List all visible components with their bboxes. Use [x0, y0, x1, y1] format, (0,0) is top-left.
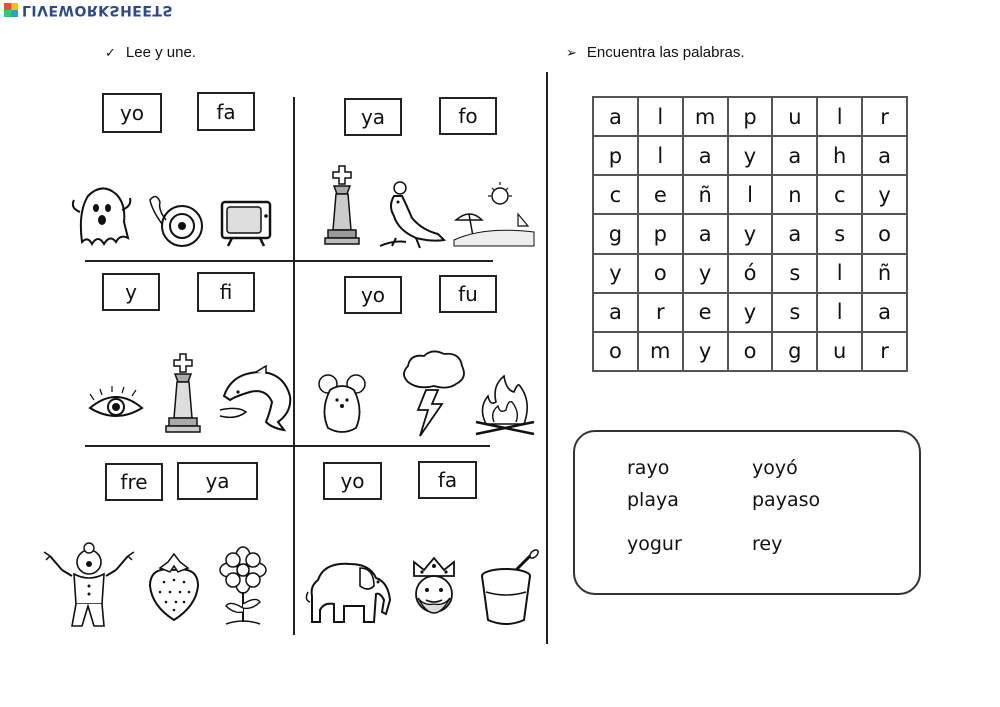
letter-cell[interactable]: l: [728, 175, 773, 214]
word-item: payaso: [752, 489, 821, 511]
panel-divider-horizontal-2: [85, 445, 490, 447]
word-list-box: [573, 430, 921, 595]
letter-cell[interactable]: ñ: [683, 175, 728, 214]
letter-cell[interactable]: y: [728, 136, 773, 175]
letter-cell[interactable]: a: [862, 136, 907, 175]
letter-cell[interactable]: e: [683, 293, 728, 332]
letter-cell[interactable]: m: [683, 97, 728, 136]
syllable-card[interactable]: fo: [439, 97, 497, 135]
syllable-card[interactable]: fi: [197, 272, 255, 312]
chess-king-icon[interactable]: [163, 352, 203, 436]
clown-icon[interactable]: [42, 540, 136, 632]
letter-cell[interactable]: a: [862, 293, 907, 332]
letter-cell[interactable]: a: [683, 136, 728, 175]
syllable-card[interactable]: fa: [197, 92, 255, 131]
arrow-bullet-icon: ➢: [566, 44, 577, 60]
letter-cell[interactable]: g: [593, 214, 638, 253]
letter-cell[interactable]: l: [638, 136, 683, 175]
dolphin-icon[interactable]: [218, 366, 294, 432]
fire-icon[interactable]: [474, 372, 536, 438]
left-instruction-text: Lee y une.: [125, 44, 196, 61]
letter-cell[interactable]: y: [728, 293, 773, 332]
letter-cell[interactable]: h: [817, 136, 862, 175]
logo-text: LIVEWORKSHEETS: [22, 2, 174, 18]
letter-cell[interactable]: y: [593, 254, 638, 293]
letter-cell[interactable]: o: [593, 332, 638, 371]
beach-icon[interactable]: [454, 180, 534, 250]
letter-cell[interactable]: c: [593, 175, 638, 214]
section-divider: [546, 72, 548, 644]
syllable-card[interactable]: ya: [344, 98, 402, 136]
eye-icon[interactable]: [88, 388, 144, 424]
yoyo-icon[interactable]: [142, 190, 210, 250]
letter-cell[interactable]: l: [817, 293, 862, 332]
letter-cell[interactable]: y: [683, 332, 728, 371]
letter-cell[interactable]: a: [683, 214, 728, 253]
mouse-icon[interactable]: [318, 370, 366, 436]
letter-cell[interactable]: ñ: [862, 254, 907, 293]
syllable-card[interactable]: fa: [418, 461, 477, 499]
left-instruction: [105, 44, 196, 61]
letter-cell[interactable]: s: [817, 214, 862, 253]
letter-cell[interactable]: r: [862, 332, 907, 371]
word-item: rayo: [627, 457, 670, 479]
letter-cell[interactable]: c: [817, 175, 862, 214]
syllable-card[interactable]: y: [102, 273, 160, 311]
chess-king-icon[interactable]: [322, 164, 362, 248]
word-item: rey: [752, 533, 783, 555]
letter-cell[interactable]: m: [638, 332, 683, 371]
letter-cell[interactable]: s: [772, 254, 817, 293]
letter-cell[interactable]: a: [772, 214, 817, 253]
seal-icon[interactable]: [376, 180, 448, 250]
flower-icon[interactable]: [214, 546, 272, 628]
letter-cell[interactable]: l: [817, 97, 862, 136]
letter-cell[interactable]: g: [772, 332, 817, 371]
strawberry-icon[interactable]: [146, 552, 202, 622]
letter-cell[interactable]: r: [638, 293, 683, 332]
tv-icon[interactable]: [218, 196, 274, 248]
letter-cell[interactable]: l: [817, 254, 862, 293]
syllable-card[interactable]: yo: [344, 276, 402, 314]
letter-cell[interactable]: p: [728, 97, 773, 136]
right-instruction-text: Encuentra las palabras.: [586, 44, 745, 61]
letter-cell[interactable]: o: [862, 214, 907, 253]
syllable-card[interactable]: fu: [439, 275, 497, 313]
syllable-card[interactable]: ya: [177, 462, 258, 500]
word-item: playa: [627, 489, 679, 511]
word-search-grid: [592, 96, 908, 372]
yogurt-icon[interactable]: [478, 550, 540, 628]
letter-cell[interactable]: o: [638, 254, 683, 293]
letter-cell[interactable]: y: [862, 175, 907, 214]
letter-cell[interactable]: o: [728, 332, 773, 371]
liveworksheets-logo: [4, 2, 173, 18]
letter-cell[interactable]: u: [817, 332, 862, 371]
checkmark-icon: ✓: [105, 44, 116, 60]
logo-squares-icon: [4, 3, 18, 17]
right-instruction: [566, 44, 745, 61]
word-item: yogur: [627, 533, 682, 555]
elephant-icon[interactable]: [304, 556, 396, 628]
letter-cell[interactable]: s: [772, 293, 817, 332]
syllable-card[interactable]: fre: [105, 463, 163, 501]
letter-cell[interactable]: a: [593, 97, 638, 136]
king-icon[interactable]: [406, 556, 462, 628]
letter-cell[interactable]: p: [593, 136, 638, 175]
letter-cell[interactable]: l: [638, 97, 683, 136]
letter-cell[interactable]: p: [638, 214, 683, 253]
letter-cell[interactable]: ó: [728, 254, 773, 293]
lightning-cloud-icon[interactable]: [398, 348, 468, 438]
syllable-card[interactable]: yo: [102, 93, 162, 133]
letter-cell[interactable]: y: [683, 254, 728, 293]
letter-cell[interactable]: a: [593, 293, 638, 332]
syllable-card[interactable]: yo: [323, 462, 382, 500]
panel-divider-horizontal-1: [85, 260, 493, 262]
letter-cell[interactable]: n: [772, 175, 817, 214]
ghost-icon[interactable]: [68, 182, 136, 250]
letter-cell[interactable]: e: [638, 175, 683, 214]
letter-cell[interactable]: y: [728, 214, 773, 253]
word-item: yoyó: [752, 457, 798, 479]
letter-cell[interactable]: u: [772, 97, 817, 136]
letter-cell[interactable]: r: [862, 97, 907, 136]
letter-cell[interactable]: a: [772, 136, 817, 175]
